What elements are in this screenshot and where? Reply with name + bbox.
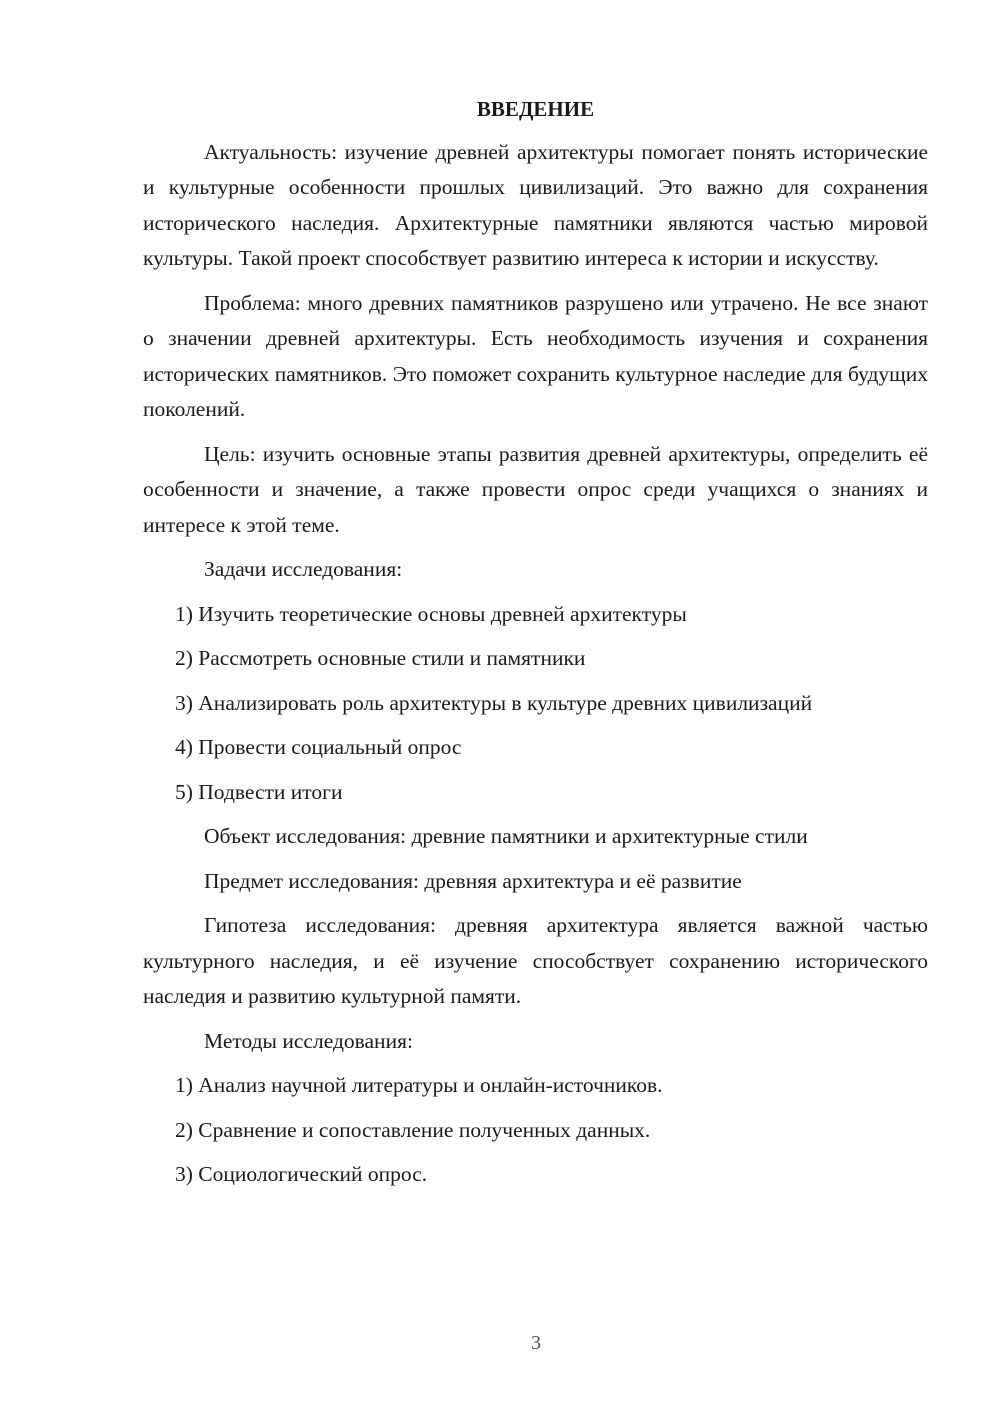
goal-paragraph: Цель: изучить основные этапы развития древней архитектуры, определить её особенности и значение, а также провести опрос среди учащихся о знаниях и интересе к этой теме. <box>143 441 928 537</box>
tasks-heading: Задачи исследования: <box>204 557 403 581</box>
tasks-list <box>143 597 928 811</box>
methods-heading: Методы исследования: <box>204 1028 413 1053</box>
page-content <box>143 92 928 1202</box>
relevance-paragraph: Актуальность: изучение древней архитектуры помогает понять исторические и культурные особенности прошлых цивилизаций. Это важно для сохранения исторического наследия. Архитектурные памятники являются частью мировой культуры. Такой проект способствует развитию интереса к истории и искусству. <box>143 139 928 270</box>
page-title: ВВЕДЕНИЕ <box>476 97 595 121</box>
list-item: 2) Рассмотреть основные стили и памятники <box>175 646 586 670</box>
list-item: 3) Анализировать роль архитектуры в культуре древних цивилизаций <box>175 690 813 715</box>
hypothesis-paragraph: Гипотеза исследования: древняя архитектура является важной частью культурного наследия, и её изучение способствует сохранению исторического наследия и развитию культурной памяти. <box>143 913 928 1008</box>
methods-list <box>143 1068 928 1193</box>
research-object: Объект исследования: древние памятники и архитектурные стили <box>204 824 808 848</box>
list-item: 1) Анализ научной литературы и онлайн-источников. <box>175 1073 663 1097</box>
list-item: 5) Подвести итоги <box>175 779 343 804</box>
list-item: 4) Провести социальный опрос <box>175 735 462 759</box>
problem-paragraph: Проблема: много древних памятников разрушено или утрачено. Не все знают о значении древней архитектуры. Есть необходимость изучения и сохранения исторических памятников. Это поможет сохранить культурное наследие для будущих поколений. <box>143 290 928 421</box>
page-number: 3 <box>531 1332 541 1354</box>
research-subject: Предмет исследования: древняя архитектура и её развитие <box>204 868 742 893</box>
list-item: 2) Сравнение и сопоставление полученных данных. <box>175 1117 651 1142</box>
list-item: 1) Изучить теоретические основы древней архитектуры <box>175 601 687 626</box>
list-item: 3) Социологический опрос. <box>175 1162 428 1186</box>
